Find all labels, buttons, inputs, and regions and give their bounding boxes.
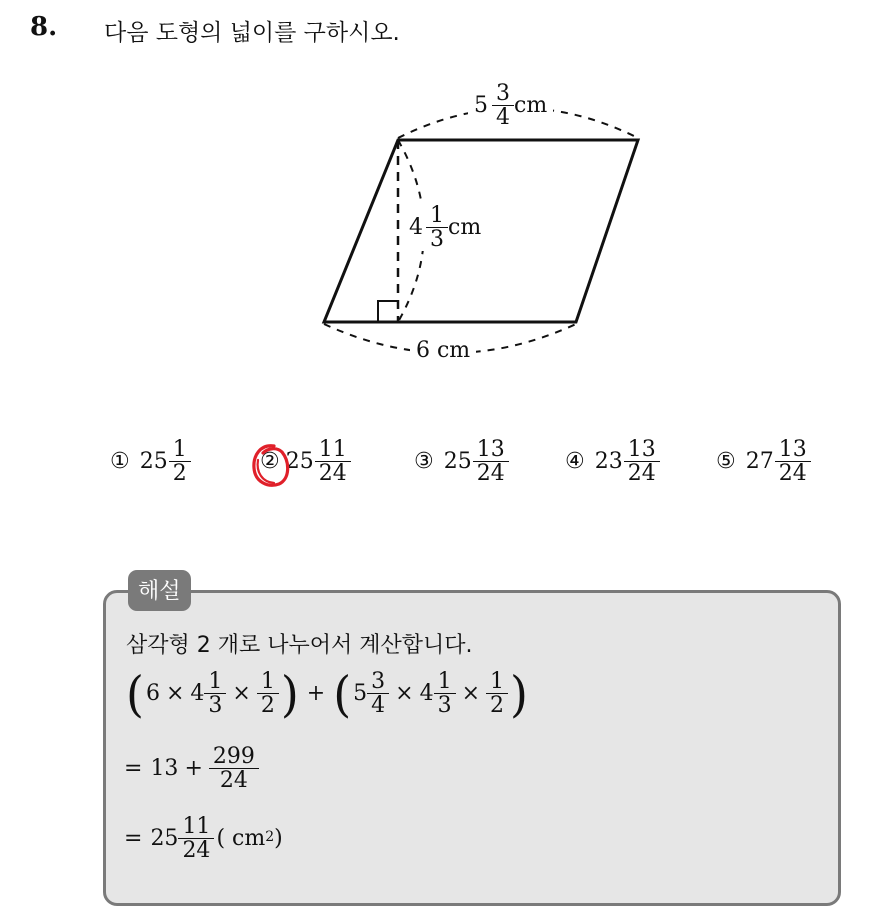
denominator: 4: [371, 693, 386, 719]
choice-fraction: [777, 438, 809, 485]
choice-5[interactable]: [716, 438, 811, 485]
choice-mark: ③: [414, 449, 434, 475]
eq1-a: 6: [145, 681, 160, 707]
question-text: 다음 도형의 넓이를 구하시오.: [104, 20, 400, 46]
eq2-a: 13: [150, 756, 179, 782]
eq1-e-fraction: [436, 670, 454, 717]
choice-mark: ④: [565, 449, 585, 475]
choice-whole: 25: [285, 449, 314, 475]
solution-tag: 해설: [128, 570, 191, 611]
choice-denominator: 24: [318, 461, 347, 487]
eq3-close: ): [274, 826, 283, 852]
eq1-c-fraction: [259, 670, 277, 717]
choice-mark: ⑤: [716, 449, 736, 475]
numerator: 1: [208, 669, 223, 694]
eq1-f-fraction: [488, 670, 506, 717]
top-length-label: [468, 82, 553, 129]
close-paren: ): [510, 665, 528, 722]
plus-sign: +: [306, 681, 326, 707]
denominator: 3: [208, 693, 223, 719]
numerator: 1: [490, 669, 505, 694]
times-sign: ×: [461, 681, 481, 707]
question-number: 8.: [30, 12, 58, 42]
choice-fraction: [475, 438, 507, 485]
height-whole: 4: [409, 215, 423, 241]
denominator: 2: [260, 693, 275, 719]
bottom-length-label: 6 cm: [410, 338, 476, 363]
numerator: 299: [212, 744, 255, 769]
height-fraction: [428, 204, 446, 251]
close-paren: ): [280, 665, 299, 722]
eq3-unit: ( cm: [216, 826, 266, 852]
choice-denominator: 24: [476, 461, 505, 487]
open-paren: (: [126, 665, 144, 722]
choice-numerator: 13: [476, 437, 505, 462]
choice-mark: ①: [110, 449, 130, 475]
solution-equation-1: [124, 665, 530, 722]
eq1-d-fraction: [369, 670, 387, 717]
denominator: 3: [437, 693, 452, 719]
numerator: 11: [182, 814, 211, 839]
choice-whole: 23: [594, 449, 623, 475]
top-whole: 5: [474, 93, 488, 119]
choice-whole: 25: [443, 449, 472, 475]
choice-fraction: [626, 438, 658, 485]
open-paren: (: [333, 665, 352, 722]
eq1-e-whole: 4: [419, 681, 434, 707]
denominator: 24: [219, 768, 248, 794]
eq1-b-whole: 4: [190, 681, 205, 707]
top-numerator: 3: [496, 81, 510, 106]
top-fraction: [494, 82, 512, 129]
choice-3[interactable]: [414, 438, 509, 485]
height-unit: cm: [448, 215, 482, 241]
times-sign: ×: [232, 681, 251, 707]
numerator: 1: [260, 669, 275, 694]
equals-sign: =: [124, 756, 143, 782]
eq1-d-whole: 5: [353, 681, 368, 707]
choice-fraction: [317, 438, 349, 485]
answer-choices: [0, 438, 884, 508]
selected-answer-circle: [250, 442, 292, 490]
top-unit: cm: [514, 93, 548, 119]
numerator: 3: [371, 669, 386, 694]
height-denominator: 3: [430, 227, 444, 253]
eq3-whole: 25: [150, 826, 179, 852]
numerator: 1: [437, 669, 452, 694]
choice-whole: 27: [745, 449, 774, 475]
solution-explanation: 삼각형 2 개로 나누어서 계산합니다.: [126, 633, 473, 658]
choice-denominator: 24: [778, 461, 807, 487]
denominator: 2: [490, 693, 505, 719]
choice-denominator: 24: [627, 461, 656, 487]
top-denominator: 4: [496, 105, 510, 131]
equals-sign: =: [124, 826, 143, 852]
plus-sign: +: [184, 756, 203, 782]
height-length-label: [404, 204, 486, 251]
choice-denominator: 2: [172, 461, 187, 487]
denominator: 24: [182, 838, 211, 864]
choice-mark: ②: [260, 449, 280, 475]
choice-numerator: 13: [627, 437, 656, 462]
solution-equation-3: [124, 815, 283, 862]
choice-numerator: 1: [172, 437, 187, 462]
choice-numerator: 13: [778, 437, 807, 462]
times-sign: ×: [165, 681, 185, 707]
eq3-fraction: [180, 815, 212, 862]
choice-fraction: [171, 438, 189, 485]
right-angle-mark: [378, 301, 398, 322]
eq1-b-fraction: [206, 670, 224, 717]
eq2-fraction: [211, 745, 257, 792]
choice-whole: 25: [139, 449, 168, 475]
solution-equation-2: [124, 745, 259, 792]
times-sign: ×: [395, 681, 414, 707]
choice-numerator: 11: [318, 437, 347, 462]
eq3-unit-exponent: 2: [265, 829, 275, 845]
height-numerator: 1: [430, 203, 444, 228]
choice-4[interactable]: [565, 438, 660, 485]
choice-1[interactable]: [110, 438, 191, 485]
